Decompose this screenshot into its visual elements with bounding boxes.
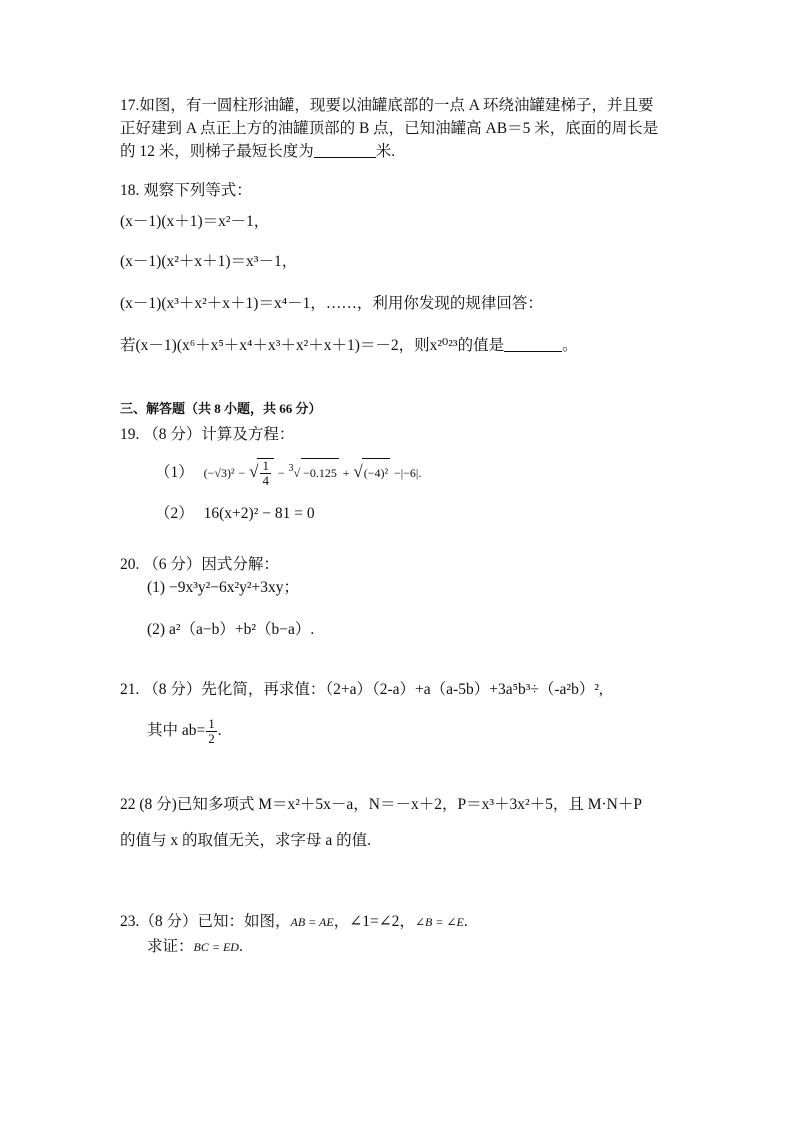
- q23-line1-text: 23.（8 分）已知：如图，: [120, 913, 291, 930]
- q23-cond1: AB = AE: [290, 915, 334, 929]
- q19-p1-frac-num: 1: [262, 458, 269, 473]
- q18-eq3: [120, 294, 543, 314]
- answer-blank-2[interactable]: [504, 337, 562, 352]
- q20-title: 20. （6 分）因式分解：: [120, 556, 279, 573]
- q19-p1-abs: −|−6|.: [393, 466, 422, 481]
- q23-line2: [147, 937, 243, 957]
- q18-ask: [120, 336, 578, 356]
- q21-frac-den: 2: [208, 730, 215, 746]
- cbrt-icon: $^3$√: [288, 463, 301, 481]
- q21-frac-num: 1: [208, 715, 215, 731]
- q22-line2: 的值与 x 的取值无关，求字母 a 的值.: [120, 832, 372, 849]
- q19-part2-label: （2）: [155, 505, 194, 522]
- q18-ask-power: x²⁰²³: [429, 337, 458, 354]
- section3-title: 三、解答题（共 8 小题，共 66 分）: [120, 401, 322, 416]
- q21-fraction: [206, 717, 217, 746]
- q18-eq3-text: 利用你发现的规律回答：: [372, 295, 543, 312]
- q18-title: 18. 观察下列等式：: [120, 182, 252, 199]
- q19-p1-sqrt-arg: (−4)²: [362, 458, 390, 487]
- q23-line1-end: .: [463, 913, 468, 930]
- q23-line1-mid: ，∠1=∠2，: [333, 913, 415, 930]
- q17-line3: [120, 142, 395, 162]
- q19-title: 19. （8 分）计算及方程：: [120, 426, 295, 443]
- q19-p1-frac-den: 4: [262, 473, 269, 488]
- q21-cond-text: 其中 ab=: [147, 722, 206, 739]
- q19-part1: [155, 458, 421, 488]
- q17-line3-text: 的 12 米，则梯子最短长度为: [120, 143, 314, 160]
- answer-blank[interactable]: [314, 143, 376, 158]
- q23-line2-text: 求证：: [147, 938, 194, 955]
- q18-eq2: (x－1)(x²＋x＋1)＝x³－1，: [120, 253, 298, 270]
- q22-line1: 22 (8 分)已知多项式 M＝x²＋5x－a，N＝－x＋2，P＝x³＋3x²＋5，且 M·N＋P: [120, 796, 642, 813]
- q18-ask-end: 。: [562, 337, 578, 354]
- q20-part2: (2) a²（a−b）+b²（b−a）.: [147, 621, 315, 638]
- q19-p2-expr: 16(x+2)² − 81 = 0: [203, 505, 315, 522]
- q23-cond2: ∠B = ∠E: [414, 915, 464, 929]
- q21-cond-end: .: [217, 722, 222, 739]
- q17-unit: 米.: [375, 143, 396, 160]
- q17-line1: 17.如图，有一圆柱形油罐，现要以油罐底部的一点 A 环绕油罐建梯子，并且要: [120, 97, 654, 114]
- q17-line2: 正好建到 A 点正上方的油罐顶部的 B 点，已知油罐高 AB＝5 米，底面的周长是: [120, 120, 659, 137]
- q18-eq3-expr: (x－1)(x³＋x²＋x＋1)＝x⁴－1，……，: [120, 295, 373, 312]
- sqrt-icon: √: [249, 462, 259, 482]
- q23-goal: BC = ED: [193, 940, 239, 954]
- q19-p1-minus1: −: [238, 466, 246, 481]
- q19-p1-plus: +: [342, 466, 350, 481]
- q23-line2-end: .: [238, 938, 243, 955]
- q20-part1: (1) −9x³y²−6x²y²+3xy；: [147, 579, 300, 596]
- q21-title: 21. （8 分）先化简，再求值：（2+a）（2-a）+a（a-5b）+3a⁵b³÷（-a²b）²,: [120, 681, 603, 698]
- q18-ask-expr: 若(x－1)(x⁶＋x⁵＋x⁴＋x³＋x²＋x＋1)＝－2，则: [120, 337, 430, 354]
- q19-part1-label: （1）: [155, 464, 194, 482]
- q19-p1-minus2: −: [277, 466, 285, 481]
- sqrt-icon-2: √: [353, 462, 363, 482]
- q19-part2: [155, 500, 315, 528]
- q18-ask-text: 的值是: [457, 337, 505, 354]
- q19-p1-term1: (−√3)²: [203, 466, 235, 481]
- q21-cond: [147, 716, 222, 746]
- q19-p1-cbrt-arg: −0.125: [301, 458, 339, 487]
- q23-line1: [120, 912, 468, 932]
- q18-eq1: (x－1)(x＋1)＝x²－1，: [120, 213, 270, 230]
